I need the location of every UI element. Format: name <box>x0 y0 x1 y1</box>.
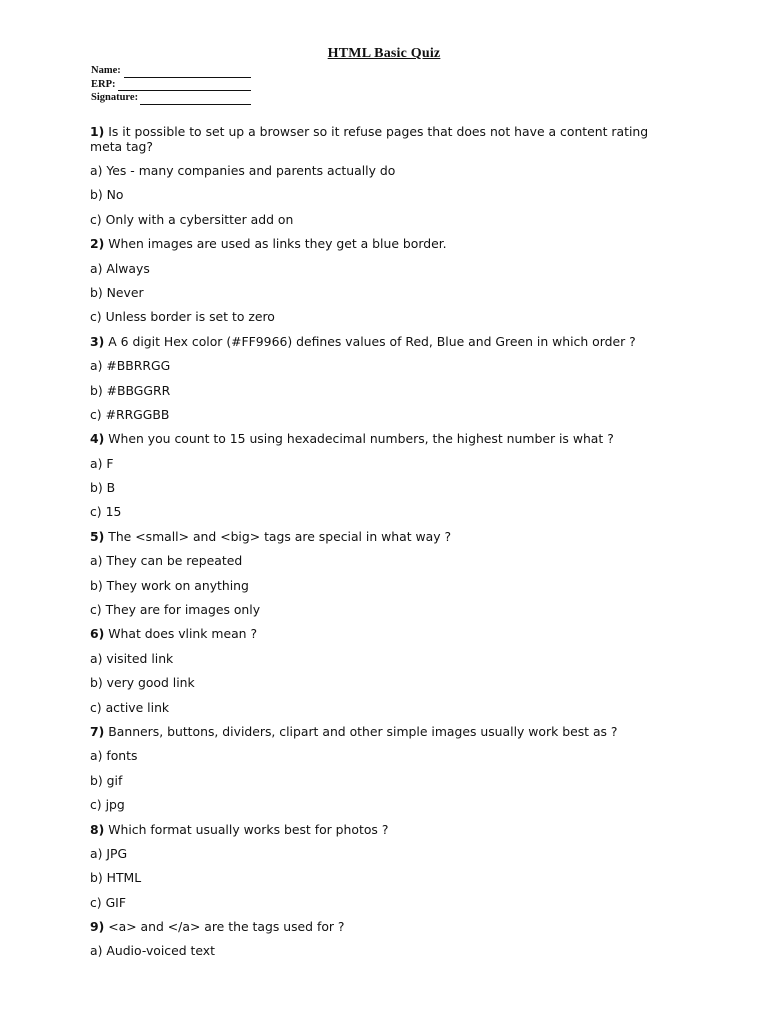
answer-option: c) jpg <box>90 797 125 813</box>
question-text <box>90 725 680 740</box>
answer-option: b) No <box>90 187 124 203</box>
answer-option: b) HTML <box>90 870 142 886</box>
answer-option: c) Only with a cybersitter add on <box>90 211 294 227</box>
answer-option: a) visited link <box>90 650 174 666</box>
question-4 <box>90 432 680 520</box>
question-9 <box>90 920 680 959</box>
question-number: 2) <box>90 236 105 252</box>
question-number: 9) <box>90 919 105 935</box>
question-body: Banners, buttons, dividers, clipart and other simple images usually work best as ? <box>108 723 618 739</box>
erp-row <box>91 78 251 92</box>
question-7 <box>90 725 680 813</box>
quiz-questions <box>90 125 680 969</box>
question-6 <box>90 627 680 715</box>
answer-option: a) JPG <box>90 845 128 861</box>
question-number: 4) <box>90 431 105 447</box>
signature-label: Signature: <box>91 92 139 103</box>
question-number: 6) <box>90 626 105 642</box>
answer-option: a) Always <box>90 260 150 276</box>
answer-option: b) Never <box>90 284 144 300</box>
question-text <box>90 823 680 838</box>
answer-option: c) GIF <box>90 894 126 910</box>
answer-option: c) #RRGGBB <box>90 406 170 422</box>
answer-option: a) fonts <box>90 748 138 764</box>
question-text <box>90 627 680 642</box>
question-text <box>90 920 680 935</box>
answer-option: b) They work on anything <box>90 577 249 593</box>
question-2 <box>90 237 680 325</box>
question-number: 8) <box>90 821 105 837</box>
page-title: HTML Basic Quiz <box>327 46 441 61</box>
answer-option: a) Yes - many companies and parents actually do <box>90 162 396 178</box>
name-label: Name: <box>91 65 121 76</box>
student-info-block <box>91 64 251 105</box>
question-text <box>90 237 680 252</box>
question-body: Which format usually works best for photos ? <box>108 821 389 837</box>
erp-label: ERP: <box>91 78 116 90</box>
question-text <box>90 432 680 447</box>
answer-option: a) F <box>90 455 114 471</box>
answer-option: c) active link <box>90 699 170 715</box>
question-body: A 6 digit Hex color (#FF9966) defines values of Red, Blue and Green in which order ? <box>104 333 636 349</box>
question-number: 5) <box>90 528 105 544</box>
signature-row <box>91 91 251 105</box>
question-number: 1) <box>90 124 105 139</box>
answer-option: a) They can be repeated <box>90 553 243 569</box>
answer-option: c) Unless border is set to zero <box>90 309 275 325</box>
answer-option: c) 15 <box>90 504 122 520</box>
question-body: When you count to 15 using hexadecimal numbers, the highest number is what ? <box>108 431 614 447</box>
answer-option: b) #BBGGRR <box>90 382 171 398</box>
answer-option: a) #BBRRGG <box>90 358 171 374</box>
question-text <box>90 530 680 545</box>
question-8 <box>90 823 680 911</box>
name-row <box>91 64 251 78</box>
signature-blank-line <box>140 104 251 105</box>
question-3 <box>90 335 680 423</box>
question-body: Is it possible to set up a browser so it refuse pages that does not have a content rating meta tag? <box>90 124 649 154</box>
question-number: 3) <box>90 333 105 349</box>
question-5 <box>90 530 680 618</box>
question-body: What does vlink mean ? <box>108 626 258 642</box>
answer-option: a) Audio-voiced text <box>90 943 216 959</box>
answer-option: b) B <box>90 480 116 496</box>
question-number: 7) <box>90 723 105 739</box>
answer-option: c) They are for images only <box>90 602 261 618</box>
question-text <box>90 125 680 154</box>
question-body: When images are used as links they get a blue border. <box>104 236 447 252</box>
question-body: <a> and </a> are the tags used for ? <box>108 919 345 935</box>
answer-option: b) gif <box>90 772 123 788</box>
answer-option: b) very good link <box>90 675 195 691</box>
question-1 <box>90 125 680 227</box>
question-body: The <small> and <big> tags are special in what way ? <box>108 528 452 544</box>
question-text <box>90 335 680 350</box>
